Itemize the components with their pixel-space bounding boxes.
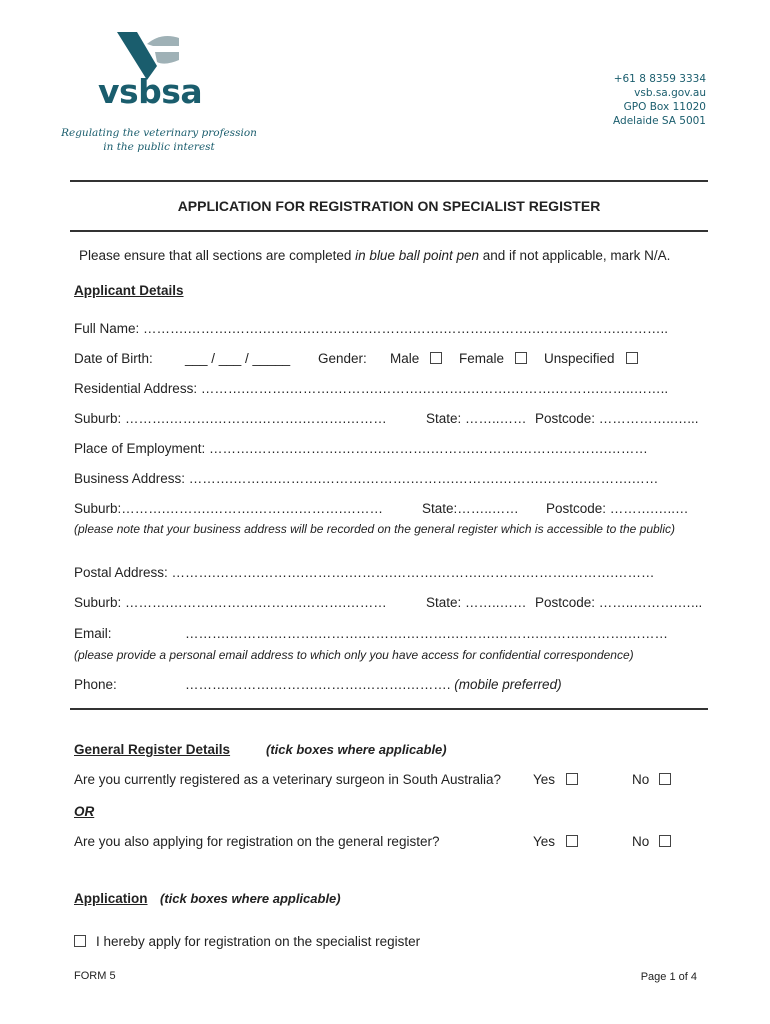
gender-label: Gender: [318, 351, 367, 366]
female-checkbox[interactable] [515, 352, 527, 364]
apply-specialist-checkbox[interactable] [74, 935, 86, 947]
phone-label: Phone: [74, 677, 117, 692]
title-rule-bottom [70, 230, 708, 232]
phone-dots: ……….……….……….……….……….………. [185, 677, 451, 692]
contact-po-box: GPO Box 11020 [623, 101, 706, 113]
instruction-before: Please ensure that all sections are completed [79, 248, 356, 263]
q1-yes-label: Yes [533, 772, 556, 787]
contact-block [520, 72, 706, 128]
phone-field[interactable] [185, 677, 562, 692]
q2-no-label: No [632, 834, 650, 849]
email-label: Email: [74, 626, 112, 641]
dob-label: Date of Birth: [74, 351, 153, 366]
unspecified-label: Unspecified [544, 351, 615, 366]
state-field-2[interactable]: State:……..…… [422, 501, 519, 516]
q1-text: Are you currently registered as a veterinary surgeon in South Australia? [74, 772, 501, 787]
contact-city: Adelaide SA 5001 [613, 115, 706, 127]
suburb-field-2[interactable]: Suburb:……….……….……….……….……….……… [74, 501, 384, 516]
or-label: OR [74, 804, 95, 819]
residential-address-field[interactable]: Residential Address: ……….……….……….……….……….……….……….……….……….……..…….. [74, 381, 669, 396]
business-address-note: (please note that your business address will be recorded on the general register which is accessible to the public) [74, 522, 675, 536]
dob-field[interactable]: ___ / ___ / _____ [185, 351, 291, 366]
state-field-3[interactable]: State: ……..…… [426, 595, 527, 610]
full-name-field[interactable]: Full Name: ……….……….…….……….…….…….……….…….……….……….……….……….……….. [74, 321, 669, 336]
application-heading: Application [74, 891, 148, 906]
q2-text: Are you also applying for registration on the general register? [74, 834, 440, 849]
q1-yes-checkbox[interactable] [566, 773, 578, 785]
footer-page: Page 1 of 4 [640, 971, 697, 983]
section-rule-1 [70, 708, 708, 710]
male-checkbox[interactable] [430, 352, 442, 364]
form-title: APPLICATION FOR REGISTRATION ON SPECIALIST REGISTER [177, 198, 601, 214]
state-field-1[interactable]: State: ……..…… [426, 411, 527, 426]
email-field[interactable]: ……….……….……….……….……….……….……….……….……….……….……… [185, 626, 669, 641]
phone-hint: (mobile preferred) [454, 677, 562, 692]
business-address-field[interactable]: Business Address: ……….……….……….……….……….……….……….……….……….……….…… [74, 471, 659, 486]
female-label: Female [459, 351, 505, 366]
tagline-line-1: Regulating the veterinary profession [61, 127, 257, 139]
suburb-field-3[interactable]: Suburb: ……….……….……….……….……….……… [74, 595, 387, 610]
postal-address-field[interactable]: Postal Address: ……….……….……….……….……….……….……….……….……….……….……… [74, 565, 655, 580]
postcode-field-3[interactable]: Postcode: ……..……….…... [535, 595, 703, 610]
general-heading: General Register Details [74, 742, 231, 757]
q2-yes-checkbox[interactable] [566, 835, 578, 847]
applicant-heading: Applicant Details [74, 283, 184, 298]
instruction-italic: in blue ball point pen [355, 248, 480, 263]
title-rule-top [70, 180, 708, 182]
application-hint: (tick boxes where applicable) [160, 891, 341, 906]
suburb-field-1[interactable]: Suburb: ……….……….……….……….……….……… [74, 411, 387, 426]
employment-field[interactable]: Place of Employment: ……….……….……….……….……….……….……….……….……….……… [74, 441, 648, 456]
q2-no-checkbox[interactable] [659, 835, 671, 847]
instruction-text [79, 248, 670, 263]
apply-specialist-label: I hereby apply for registration on the specialist register [96, 934, 421, 949]
instruction-after: and if not applicable, mark N/A. [479, 248, 671, 263]
tagline [60, 126, 258, 154]
tagline-line-2: in the public interest [103, 141, 215, 153]
footer-form: FORM 5 [74, 970, 116, 982]
general-hint: (tick boxes where applicable) [266, 742, 447, 757]
logo-wordmark: vsbsa [98, 72, 203, 111]
q1-no-label: No [632, 772, 650, 787]
postcode-field-2[interactable]: Postcode: ……….…..… [546, 501, 689, 516]
male-label: Male [390, 351, 420, 366]
email-note: (please provide a personal email address to which only you have access for confidential correspondence) [74, 648, 634, 662]
unspecified-checkbox[interactable] [626, 352, 638, 364]
q2-yes-label: Yes [533, 834, 556, 849]
contact-website: vsb.sa.gov.au [634, 87, 706, 99]
postcode-field-1[interactable]: Postcode: ……………..…... [535, 411, 699, 426]
q1-no-checkbox[interactable] [659, 773, 671, 785]
contact-phone: +61 8 8359 3334 [613, 73, 706, 85]
